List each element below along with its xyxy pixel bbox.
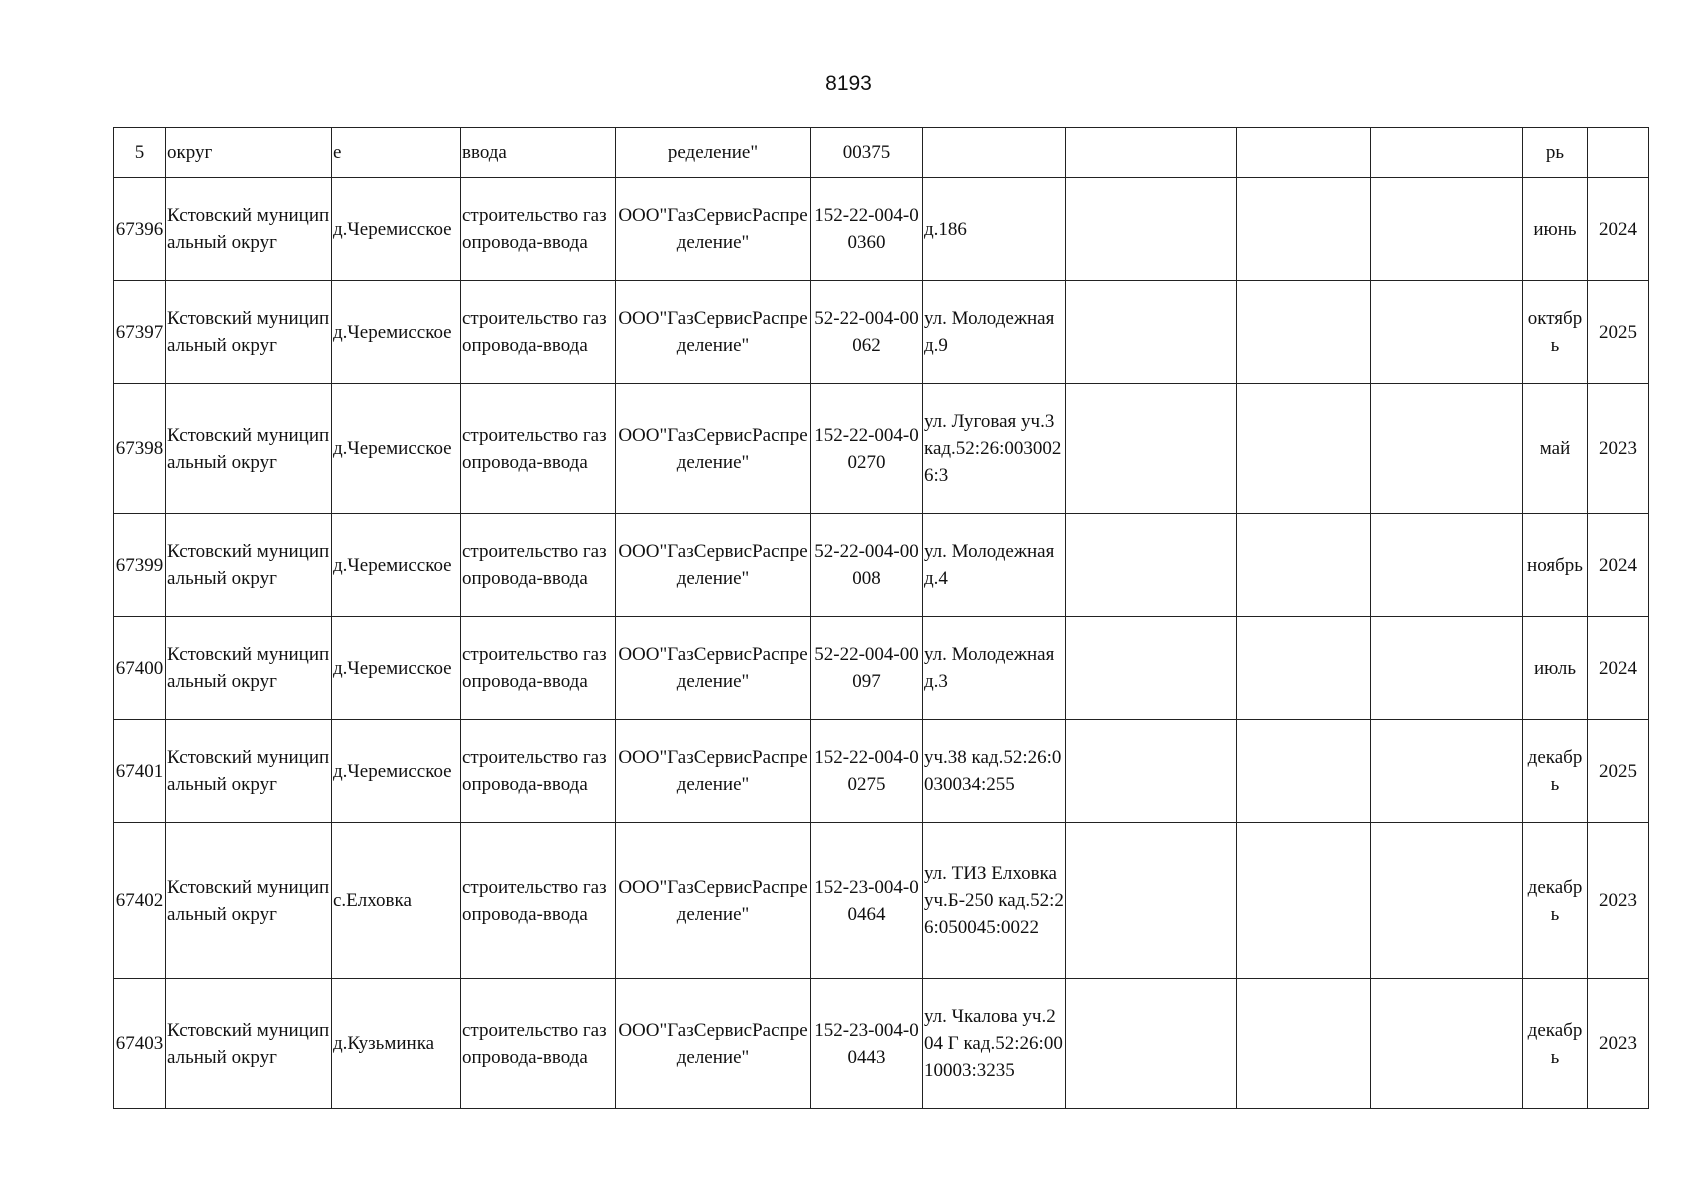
district-cell: Кстовский муниципальный округ [166,514,332,617]
empty-cell [1371,384,1523,514]
month-cell: декабрь [1523,979,1588,1109]
empty-cell [1066,720,1237,823]
permit-number-cell: 152-23-004-00464 [811,823,923,979]
page-number: 8193 [825,72,872,95]
organization-cell: ООО"ГазСервисРаспределение" [616,384,811,514]
table-row [114,384,1649,514]
table-row [114,617,1649,720]
table-row [114,514,1649,617]
organization-cell: ООО"ГазСервисРаспределение" [616,979,811,1109]
settlement-cell: д.Черемисское [332,617,461,720]
address-cell: д.186 [923,178,1066,281]
settlement-cell: е [332,128,461,178]
settlement-cell: д.Черемисское [332,178,461,281]
permit-number-cell: 152-23-004-00443 [811,979,923,1109]
table-row [114,178,1649,281]
table-row [114,128,1649,178]
address-cell [923,128,1066,178]
work-type-cell: строительство газопровода-ввода [461,617,616,720]
address-cell: ул. Луговая уч.3 кад.52:26:0030026:3 [923,384,1066,514]
month-cell: декабрь [1523,720,1588,823]
row-number: 67400 [114,617,166,720]
district-cell: округ [166,128,332,178]
work-type-cell: строительство газопровода-ввода [461,514,616,617]
row-number: 67396 [114,178,166,281]
work-type-cell: строительство газопровода-ввода [461,720,616,823]
month-cell: июль [1523,617,1588,720]
row-number: 67401 [114,720,166,823]
empty-cell [1237,823,1371,979]
empty-cell [1066,617,1237,720]
organization-cell: ООО"ГазСервисРаспределение" [616,720,811,823]
organization-cell: ООО"ГазСервисРаспределение" [616,514,811,617]
empty-cell [1371,281,1523,384]
empty-cell [1371,720,1523,823]
district-cell: Кстовский муниципальный округ [166,384,332,514]
permit-number-cell: 52-22-004-00097 [811,617,923,720]
permit-number-cell: 152-22-004-00360 [811,178,923,281]
empty-cell [1237,617,1371,720]
organization-cell: ООО"ГазСервисРаспределение" [616,281,811,384]
organization-cell: ООО"ГазСервисРаспределение" [616,178,811,281]
year-cell [1588,128,1649,178]
row-number: 67397 [114,281,166,384]
empty-cell [1066,384,1237,514]
row-number: 5 [114,128,166,178]
permit-number-cell: 00375 [811,128,923,178]
work-type-cell: строительство газопровода-ввода [461,979,616,1109]
empty-cell [1371,823,1523,979]
permit-number-cell: 152-22-004-00275 [811,720,923,823]
work-type-cell: строительство газопровода-ввода [461,384,616,514]
empty-cell [1371,514,1523,617]
year-cell: 2025 [1588,720,1649,823]
address-cell: уч.38 кад.52:26:0030034:255 [923,720,1066,823]
work-type-cell: строительство газопровода-ввода [461,823,616,979]
empty-cell [1371,178,1523,281]
empty-cell [1371,128,1523,178]
district-cell: Кстовский муниципальный округ [166,617,332,720]
table-row [114,281,1649,384]
organization-cell: ООО"ГазСервисРаспределение" [616,617,811,720]
month-cell: рь [1523,128,1588,178]
year-cell: 2024 [1588,617,1649,720]
district-cell: Кстовский муниципальный округ [166,178,332,281]
work-type-cell: ввода [461,128,616,178]
settlement-cell: д.Кузьминка [332,979,461,1109]
empty-cell [1237,281,1371,384]
empty-cell [1066,128,1237,178]
row-number: 67398 [114,384,166,514]
row-number: 67399 [114,514,166,617]
year-cell: 2023 [1588,979,1649,1109]
empty-cell [1237,384,1371,514]
empty-cell [1066,281,1237,384]
year-cell: 2024 [1588,178,1649,281]
settlement-cell: д.Черемисское [332,384,461,514]
permit-number-cell: 52-22-004-00062 [811,281,923,384]
row-number: 67403 [114,979,166,1109]
month-cell: декабрь [1523,823,1588,979]
year-cell: 2024 [1588,514,1649,617]
settlement-cell: д.Черемисское [332,514,461,617]
row-number: 67402 [114,823,166,979]
permit-number-cell: 152-22-004-00270 [811,384,923,514]
month-cell: октябрь [1523,281,1588,384]
empty-cell [1237,178,1371,281]
empty-cell [1066,514,1237,617]
district-cell: Кстовский муниципальный округ [166,979,332,1109]
empty-cell [1237,720,1371,823]
work-type-cell: строительство газопровода-ввода [461,281,616,384]
empty-cell [1371,617,1523,720]
empty-cell [1066,823,1237,979]
empty-cell [1237,128,1371,178]
permit-number-cell: 52-22-004-00008 [811,514,923,617]
organization-cell: ООО"ГазСервисРаспределение" [616,823,811,979]
settlement-cell: д.Черемисское [332,281,461,384]
organization-cell: ределение" [616,128,811,178]
empty-cell [1371,979,1523,1109]
address-cell: ул. Чкалова уч.204 Г кад.52:26:0010003:3235 [923,979,1066,1109]
registry-table [113,127,1649,1109]
address-cell: ул. Молодежная д.3 [923,617,1066,720]
district-cell: Кстовский муниципальный округ [166,720,332,823]
empty-cell [1237,514,1371,617]
month-cell: ноябрь [1523,514,1588,617]
work-type-cell: строительство газопровода-ввода [461,178,616,281]
address-cell: ул. Молодежная д.4 [923,514,1066,617]
empty-cell [1237,979,1371,1109]
month-cell: июнь [1523,178,1588,281]
table-row [114,720,1649,823]
address-cell: ул. ТИЗ Елховка уч.Б-250 кад.52:26:050045:0022 [923,823,1066,979]
settlement-cell: д.Черемисское [332,720,461,823]
table-row [114,823,1649,979]
year-cell: 2025 [1588,281,1649,384]
year-cell: 2023 [1588,823,1649,979]
empty-cell [1066,979,1237,1109]
month-cell: май [1523,384,1588,514]
settlement-cell: с.Елховка [332,823,461,979]
table-row [114,979,1649,1109]
year-cell: 2023 [1588,384,1649,514]
address-cell: ул. Молодежная д.9 [923,281,1066,384]
district-cell: Кстовский муниципальный округ [166,823,332,979]
empty-cell [1066,178,1237,281]
district-cell: Кстовский муниципальный округ [166,281,332,384]
